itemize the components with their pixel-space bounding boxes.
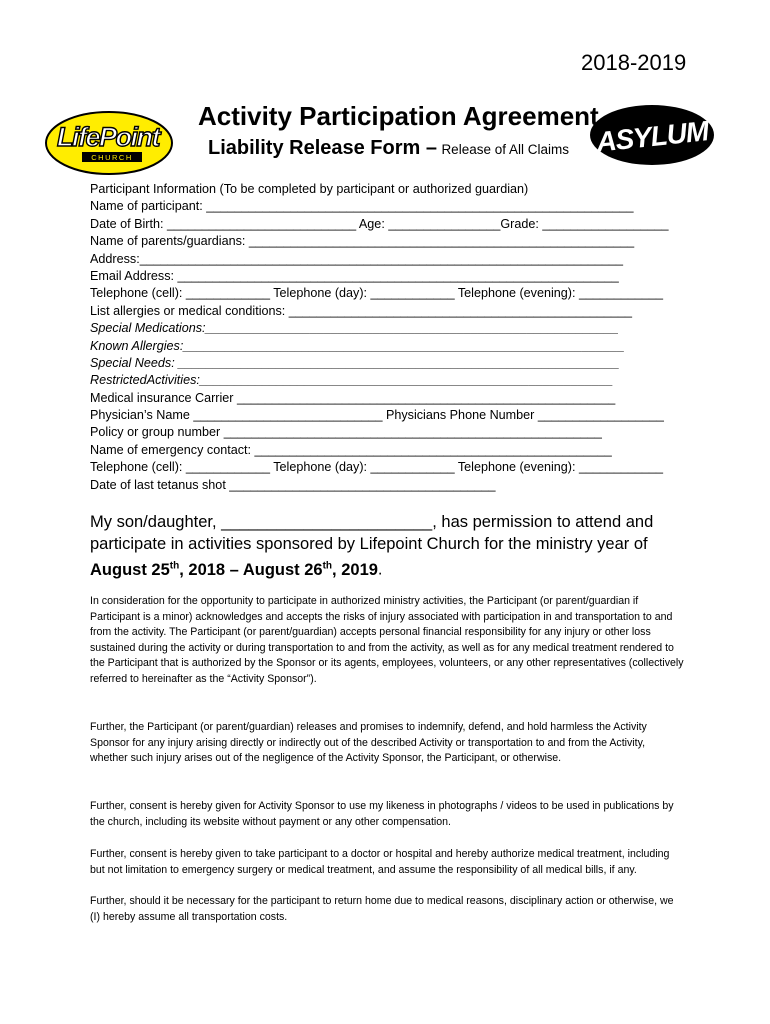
indemnify-paragraph: Further, the Participant (or parent/guardian) releases and promises to indemnify, defend, and hold harmless the Activity Sponsor for any injury arising directly or indirectly out of the described Activity or transportation to and from the Activity, whether such injury arises out of the negligence of the Activity Sponsor, the Participant, or otherwise. [90,721,647,765]
subtitle-main: Liability Release Form – [208,137,437,159]
transportation-paragraph: Further, should it be necessary for the participant to return home due to medical reasons, disciplinary action or otherwise, we (I) hereby assume all transportation costs. [90,895,674,923]
form-line: Telephone (cell): ____________ Telephone (day): ____________ Telephone (evening): ____________ [90,286,664,301]
form-line: Date of Birth: ___________________________ Age: ________________Grade: __________________ [90,216,669,231]
form-line: Name of participant: _____________________________________________________________ [90,199,634,214]
logo-word: ASYLUM [594,115,710,158]
subtitle-release: Release of All Claims [441,142,569,157]
form-line: Name of emergency contact: ___________________________________________________ [90,442,612,457]
consideration-paragraph: In consideration for the opportunity to participate in authorized ministry activities, the Participant (or parent/guardian if Participant is a minor) acknowledges and accepts the risks of injury associated with participation in and transportation to and from the activity. The Participant (or parent/guardian) accepts personal financial responsibility for any injury or other loss sustained during the activity or during transportation to and from the activity, as well as for any medical treatment rendered to the Participant that is authorized by the Sponsor or its agents, employees, volunteers, or any other representatives (collectively referred to hereinafter as the “Activity Sponsor”). [90,595,684,685]
form-line: Participant Information (To be completed by participant or authorized guardian) [90,182,529,196]
participant-form [90,181,690,494]
form-line: Special Needs: _______________________________________________________________ [90,355,620,370]
permission-text: My son/daughter, _______________________, has permission to attend and participate in activities sponsored by Lifepoint Church for the ministry year of [90,513,654,553]
form-line: Physician’s Name ___________________________ Physicians Phone Number __________________ [90,408,664,423]
logo-sub: CHURCH [91,153,133,162]
form-line: List allergies or medical conditions: _________________________________________________ [90,303,632,318]
form-line: Special Medications:___________________________________________________________ [90,321,619,336]
form-line: Policy or group number ______________________________________________________ [90,425,602,440]
permission-statement: My son/daughter, _______________________, has permission to attend and participate in activities sponsored by Lifepoint Church for the ministry year of August 25th, 2018 – August 26th, 2019. [90,513,654,579]
page-title: Activity Participation Agreement [198,101,599,131]
form-line: Medical insurance Carrier ______________________________________________________ [90,390,616,405]
form-line: Name of parents/guardians: _______________________________________________________ [90,234,635,249]
asylum-logo [588,103,716,167]
year-label: 2018-2019 [581,50,687,75]
logo-word: LifePoint [57,122,159,152]
form-line: Date of last tetanus shot ______________________________________ [90,477,496,492]
likeness-consent-paragraph: Further, consent is hereby given for Activity Sponsor to use my likeness in photographs / videos to be used in publications by the church, including its website without payment or any other compensation. [90,800,674,828]
medical-consent-paragraph: Further, consent is hereby given to take participant to a doctor or hospital and hereby authorize medical treatment, including but not limitation to emergency surgery or medical treatment, and assume the responsibility of all medical bills, if any. [90,848,670,876]
subtitle [208,137,569,160]
form-line: RestrictedActivities:___________________________________________________________ [90,373,614,388]
form-line: Telephone (cell): ____________ Telephone (day): ____________ Telephone (evening): ____________ [90,460,664,475]
form-line: Known Allergies:_______________________________________________________________ [90,338,625,353]
form-line: Address:_____________________________________________________________________ [90,251,623,266]
permission-dates: August 25th, 2018 – August 26th, 2019 [90,560,378,579]
form-line: Email Address: _______________________________________________________________ [90,268,619,283]
lifepoint-logo [44,110,174,176]
